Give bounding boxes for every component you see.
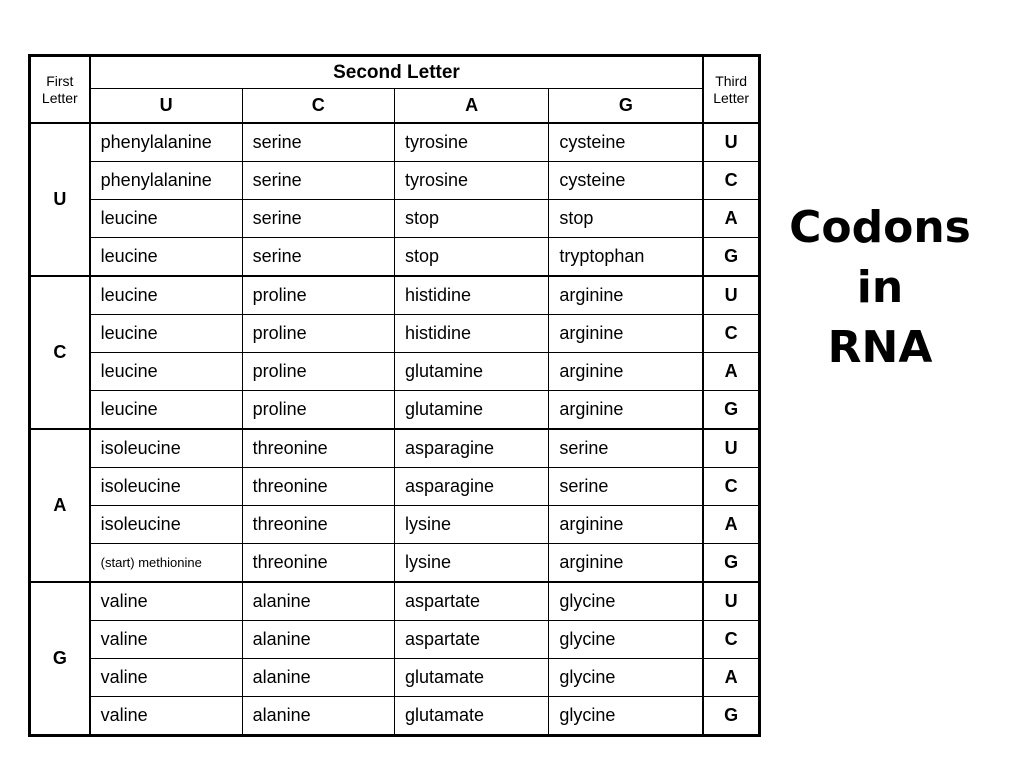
amino-acid-cell: tyrosine	[394, 123, 548, 162]
amino-acid-cell: (start) methionine	[90, 544, 242, 583]
amino-acid-cell: valine	[90, 697, 242, 736]
amino-acid-cell: aspartate	[394, 582, 548, 621]
amino-acid-cell: histidine	[394, 276, 548, 315]
slide-title-line-3: RNA	[827, 322, 933, 373]
amino-acid-cell: threonine	[242, 506, 394, 544]
first-letter-cell: C	[30, 276, 90, 429]
codon-table	[28, 54, 761, 737]
first-letter-cell: A	[30, 429, 90, 582]
amino-acid-cell: serine	[242, 200, 394, 238]
table-row	[30, 621, 760, 659]
third-letter-cell: G	[703, 544, 759, 583]
amino-acid-cell: tryptophan	[549, 238, 703, 277]
table-row	[30, 200, 760, 238]
third-letter-cell: C	[703, 621, 759, 659]
third-letter-cell: A	[703, 353, 759, 391]
amino-acid-cell: alanine	[242, 582, 394, 621]
third-letter-header-line-1: Third	[715, 72, 748, 89]
third-letter-cell: A	[703, 659, 759, 697]
third-letter-cell: C	[703, 162, 759, 200]
table-row	[30, 544, 760, 583]
amino-acid-cell: arginine	[549, 544, 703, 583]
amino-acid-cell: valine	[90, 659, 242, 697]
amino-acid-cell: arginine	[549, 391, 703, 430]
amino-acid-cell: isoleucine	[90, 429, 242, 468]
amino-acid-cell: stop	[394, 200, 548, 238]
third-letter-cell: A	[703, 506, 759, 544]
third-letter-cell: U	[703, 429, 759, 468]
third-letter-cell: U	[703, 276, 759, 315]
second-letter-a: A	[394, 89, 548, 124]
table-row	[30, 353, 760, 391]
amino-acid-cell: arginine	[549, 315, 703, 353]
amino-acid-cell: lysine	[394, 506, 548, 544]
amino-acid-cell: cysteine	[549, 162, 703, 200]
amino-acid-cell: glutamate	[394, 659, 548, 697]
first-letter-header-line-2: Letter	[41, 89, 78, 106]
third-letter-cell: G	[703, 697, 759, 736]
amino-acid-cell: proline	[242, 353, 394, 391]
amino-acid-cell: proline	[242, 391, 394, 430]
amino-acid-cell: glycine	[549, 582, 703, 621]
first-letter-header	[30, 56, 90, 124]
amino-acid-cell: stop	[549, 200, 703, 238]
second-letter-g: G	[549, 89, 703, 124]
amino-acid-cell: glutamine	[394, 353, 548, 391]
amino-acid-cell: alanine	[242, 697, 394, 736]
third-letter-cell: C	[703, 315, 759, 353]
amino-acid-cell: valine	[90, 582, 242, 621]
third-letter-cell: G	[703, 391, 759, 430]
amino-acid-cell: serine	[242, 162, 394, 200]
amino-acid-cell: cysteine	[549, 123, 703, 162]
amino-acid-cell: leucine	[90, 238, 242, 277]
amino-acid-cell: stop	[394, 238, 548, 277]
amino-acid-cell: glutamate	[394, 697, 548, 736]
third-letter-header	[703, 56, 759, 124]
third-letter-cell: G	[703, 238, 759, 277]
third-letter-cell: A	[703, 200, 759, 238]
amino-acid-cell: leucine	[90, 391, 242, 430]
amino-acid-cell: threonine	[242, 544, 394, 583]
amino-acid-cell: arginine	[549, 506, 703, 544]
amino-acid-cell: phenylalanine	[90, 123, 242, 162]
table-row	[30, 238, 760, 277]
amino-acid-cell: glycine	[549, 659, 703, 697]
slide-title	[780, 198, 980, 378]
amino-acid-cell: threonine	[242, 429, 394, 468]
table-row	[30, 468, 760, 506]
amino-acid-cell: phenylalanine	[90, 162, 242, 200]
amino-acid-cell: proline	[242, 276, 394, 315]
table-row	[30, 391, 760, 430]
amino-acid-cell: serine	[242, 123, 394, 162]
second-letter-u: U	[90, 89, 242, 124]
amino-acid-cell: tyrosine	[394, 162, 548, 200]
amino-acid-cell: asparagine	[394, 468, 548, 506]
table-row	[30, 429, 760, 468]
third-letter-cell: U	[703, 582, 759, 621]
slide-title-line-2: in	[856, 262, 904, 313]
first-letter-cell: G	[30, 582, 90, 736]
amino-acid-cell: glutamine	[394, 391, 548, 430]
amino-acid-cell: serine	[549, 429, 703, 468]
table-row	[30, 315, 760, 353]
amino-acid-cell: valine	[90, 621, 242, 659]
table-row	[30, 659, 760, 697]
amino-acid-cell: glycine	[549, 697, 703, 736]
table-row	[30, 123, 760, 162]
first-letter-header-line-1: First	[46, 72, 74, 89]
table-row	[30, 582, 760, 621]
amino-acid-cell: leucine	[90, 353, 242, 391]
amino-acid-cell: histidine	[394, 315, 548, 353]
slide-title-line-1: Codons	[789, 202, 971, 253]
third-letter-header-line-2: Letter	[713, 89, 750, 106]
amino-acid-cell: leucine	[90, 200, 242, 238]
table-row	[30, 506, 760, 544]
amino-acid-cell: arginine	[549, 353, 703, 391]
third-letter-cell: U	[703, 123, 759, 162]
second-letter-c: C	[242, 89, 394, 124]
amino-acid-cell: aspartate	[394, 621, 548, 659]
second-letter-header: Second Letter	[90, 56, 704, 89]
amino-acid-cell: serine	[242, 238, 394, 277]
amino-acid-cell: alanine	[242, 621, 394, 659]
table-row	[30, 697, 760, 736]
amino-acid-cell: isoleucine	[90, 468, 242, 506]
third-letter-cell: C	[703, 468, 759, 506]
first-letter-cell: U	[30, 123, 90, 276]
amino-acid-cell: threonine	[242, 468, 394, 506]
amino-acid-cell: isoleucine	[90, 506, 242, 544]
amino-acid-cell: serine	[549, 468, 703, 506]
amino-acid-cell: lysine	[394, 544, 548, 583]
table-row	[30, 162, 760, 200]
amino-acid-cell: alanine	[242, 659, 394, 697]
amino-acid-cell: asparagine	[394, 429, 548, 468]
amino-acid-cell: leucine	[90, 276, 242, 315]
amino-acid-cell: arginine	[549, 276, 703, 315]
codon-table-body	[30, 123, 760, 736]
amino-acid-cell: glycine	[549, 621, 703, 659]
table-row	[30, 276, 760, 315]
amino-acid-cell: proline	[242, 315, 394, 353]
amino-acid-cell: leucine	[90, 315, 242, 353]
